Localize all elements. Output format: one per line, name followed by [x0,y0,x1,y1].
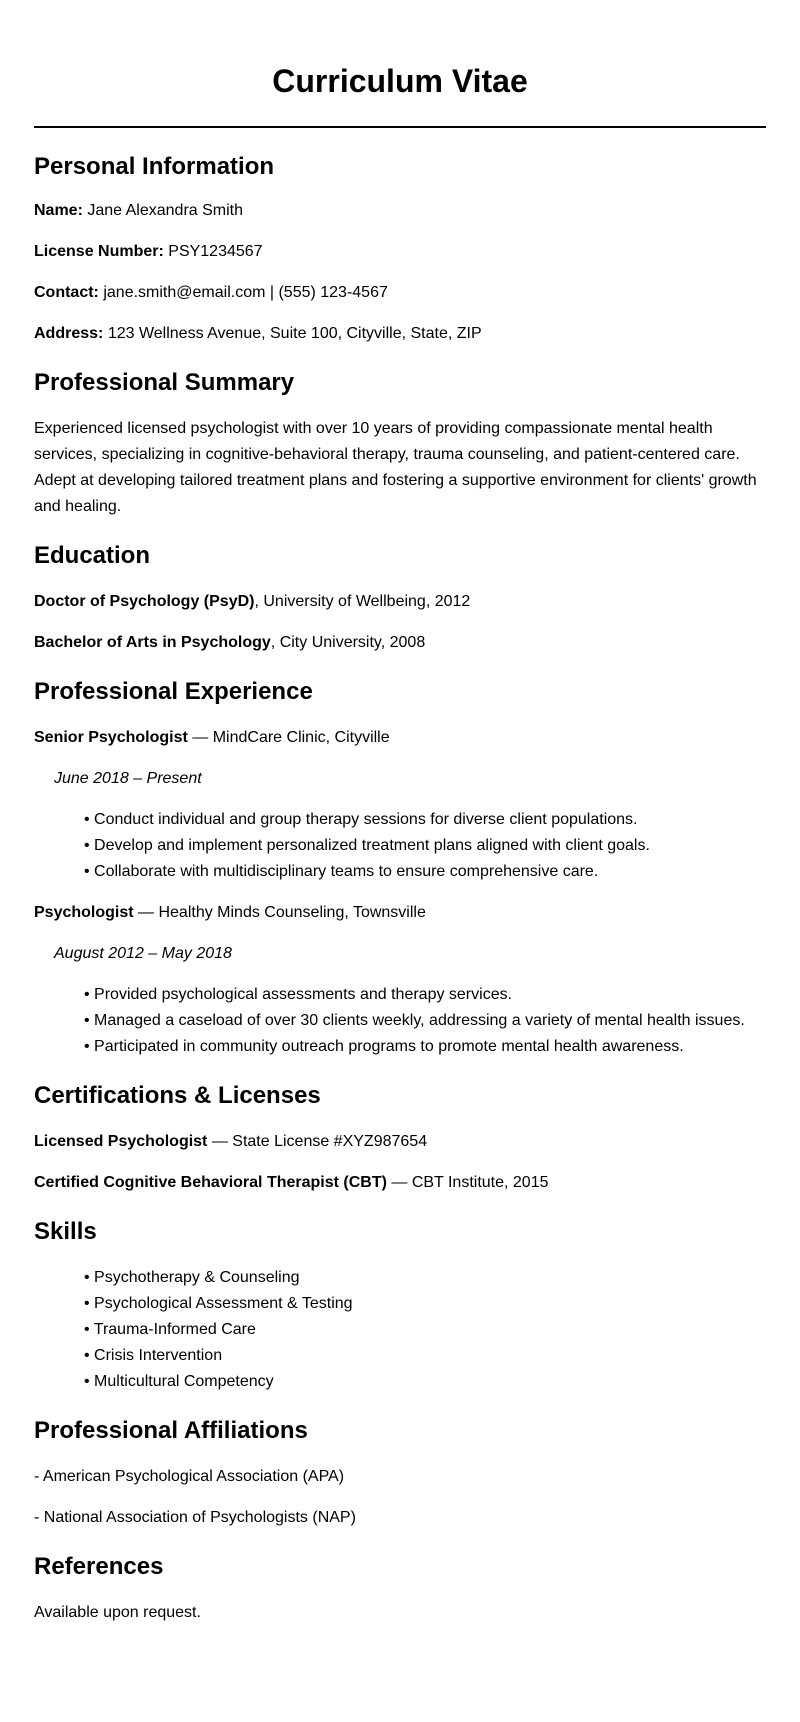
list-item: • Collaborate with multidisciplinary teams to ensure comprehensive care. [84,859,766,885]
job-employer: — MindCare Clinic, Cityville [187,729,390,746]
certification-name: Certified Cognitive Behavioral Therapist (CBT) [34,1174,387,1191]
certification-item [34,1170,766,1196]
license-label: License Number: [34,243,164,260]
affiliation-item: - National Association of Psychologists (NAP) [34,1509,356,1526]
summary-text: Experienced licensed psychologist with over 10 years of providing compassionate mental health services, specializing in cognitive-behavioral therapy, trauma counseling, and patient-centered care. Adept at developing tailored treatment plans and fostering a supportive environment for clients' growth and healing. [34,420,757,515]
education-degree: Bachelor of Arts in Psychology [34,634,271,651]
name-label: Name: [34,202,83,219]
job-title: Senior Psychologist [34,729,188,746]
name-value: Jane Alexandra Smith [87,202,244,219]
summary-heading: Professional Summary [34,369,295,396]
certification-name: Licensed Psychologist [34,1133,208,1150]
list-item: • Conduct individual and group therapy sessions for diverse client populations. [84,807,766,833]
contact-line [34,280,766,306]
title-divider [34,126,766,128]
list-item: • Managed a caseload of over 30 clients weekly, addressing a variety of mental health issues. [84,1008,766,1034]
certification-details: — CBT Institute, 2015 [386,1174,549,1191]
references-text: Available upon request. [34,1604,201,1621]
experience-heading: Professional Experience [34,678,313,705]
skills-heading: Skills [34,1218,97,1245]
list-item: • Trauma-Informed Care [84,1317,766,1343]
contact-label: Contact: [34,284,99,301]
skills-list [34,1265,766,1395]
contact-value: jane.smith@email.com | (555) 123-4567 [103,284,388,301]
certification-details: — State License #XYZ987654 [207,1133,428,1150]
education-degree: Doctor of Psychology (PsyD) [34,593,255,610]
job-title-line [34,725,766,751]
license-value: PSY1234567 [168,243,263,260]
document-title: Curriculum Vitae [272,63,528,99]
address-line [34,321,766,347]
education-details: , City University, 2008 [270,634,426,651]
job-dates: August 2012 – May 2018 [54,945,232,962]
affiliations-heading: Professional Affiliations [34,1417,308,1444]
list-item: • Participated in community outreach programs to promote mental health awareness. [84,1034,766,1060]
job-employer: — Healthy Minds Counseling, Townsville [133,904,426,921]
license-line [34,239,766,265]
job-dates: June 2018 – Present [54,770,202,787]
education-details: , University of Wellbeing, 2012 [254,593,471,610]
list-item: • Crisis Intervention [84,1343,766,1369]
education-item [34,589,766,615]
affiliation-item: - American Psychological Association (APA) [34,1468,345,1485]
job-title-line [34,900,766,926]
list-item: • Provided psychological assessments and therapy services. [84,982,766,1008]
certifications-heading: Certifications & Licenses [34,1082,321,1109]
job-duties-list [34,982,766,1060]
education-item [34,630,766,656]
address-label: Address: [34,325,104,342]
references-heading: References [34,1553,164,1580]
name-line [34,198,766,224]
list-item: • Psychological Assessment & Testing [84,1291,766,1317]
personal-heading: Personal Information [34,153,275,180]
certification-item [34,1129,766,1155]
job-duties-list [34,807,766,885]
list-item: • Psychotherapy & Counseling [84,1265,766,1291]
list-item: • Multicultural Competency [84,1369,766,1395]
education-heading: Education [34,542,151,569]
job-title: Psychologist [34,904,134,921]
list-item: • Develop and implement personalized treatment plans aligned with client goals. [84,833,766,859]
address-value: 123 Wellness Avenue, Suite 100, Cityville, State, ZIP [107,325,482,342]
